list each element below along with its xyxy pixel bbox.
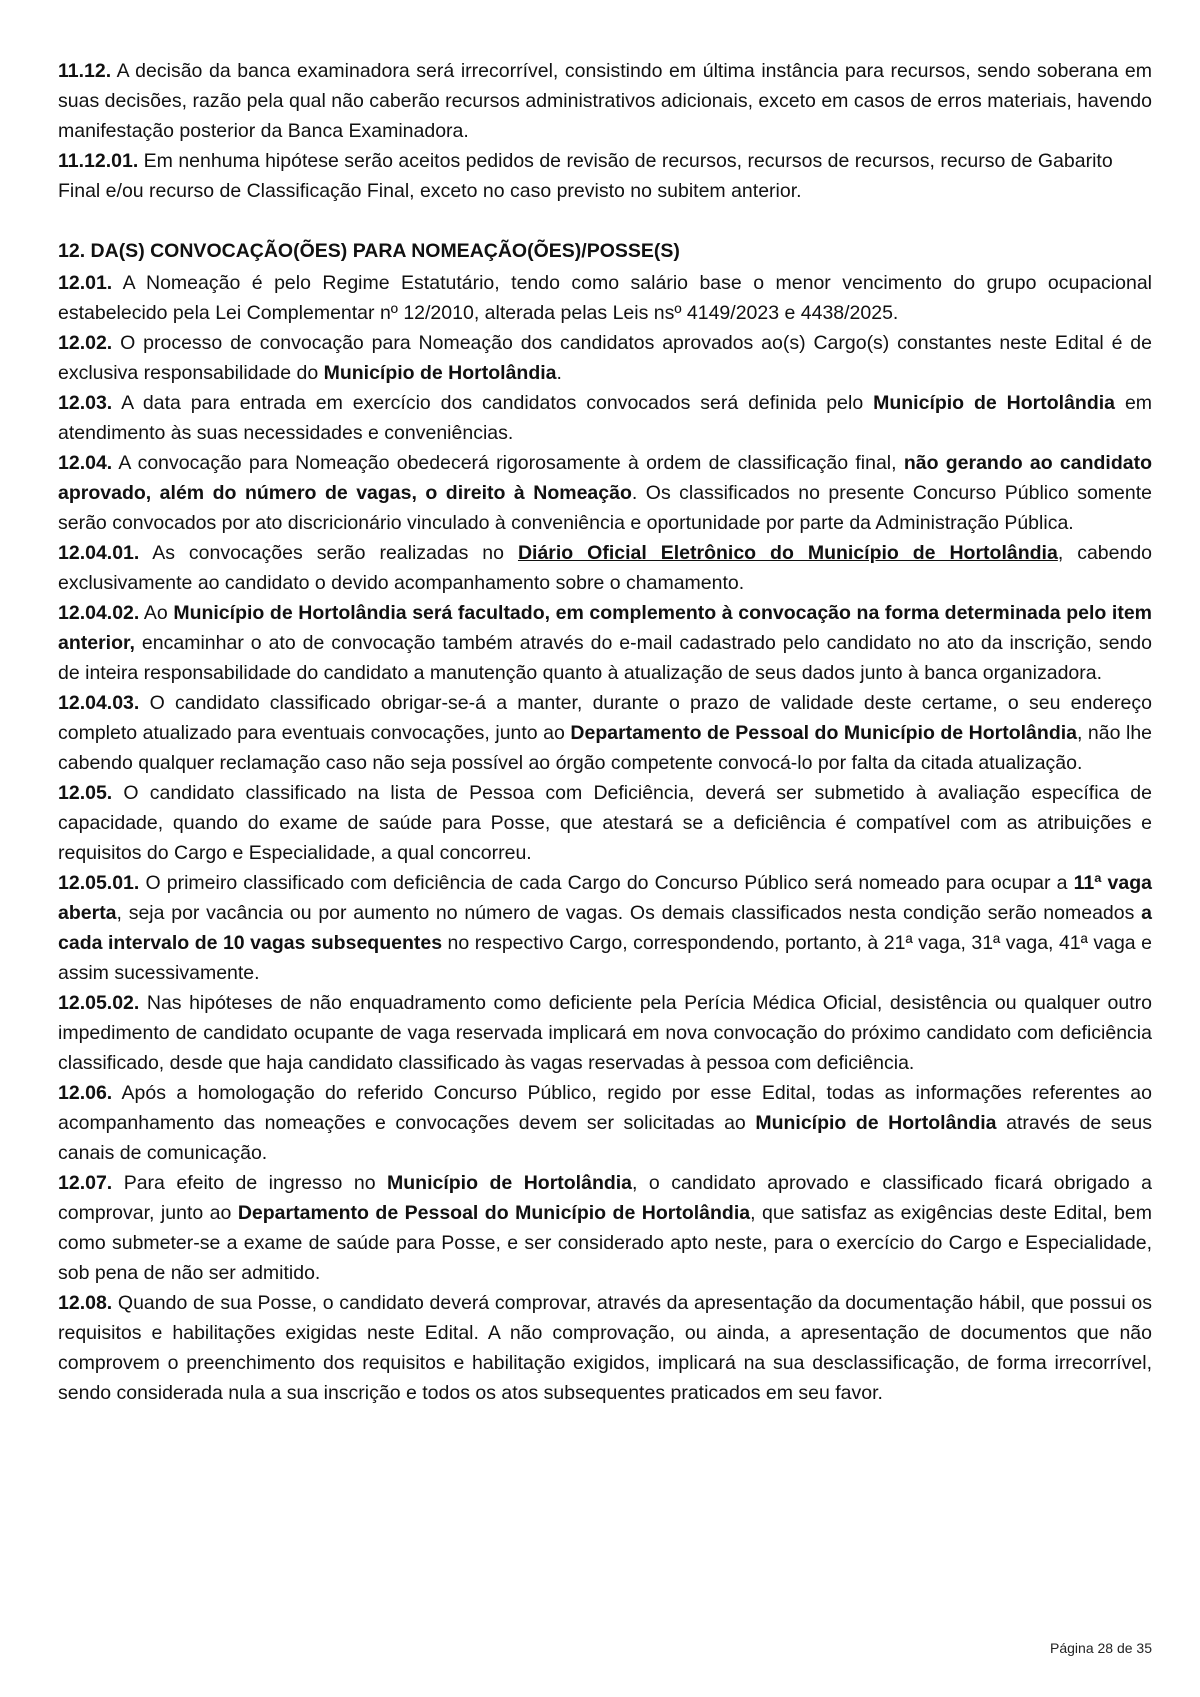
- paragraph-text: Nas hipóteses de não enquadramento como deficiente pela Perícia Médica Oficial, desistência ou qualquer outro impedimento de candidato ocupante de vaga reservada implicará em nova convocação do próximo candidato com deficiência classificado, desde que haja candidato classificado às vagas reservadas à pessoa com deficiência.: [58, 992, 1152, 1074]
- paragraph-text: As convocações serão realizadas no: [152, 542, 504, 564]
- emphasis-text: Departamento de Pessoal do Município de Hortolândia: [570, 722, 1077, 744]
- paragraph-12-04: [58, 448, 1152, 538]
- paragraph-text: , o candidato aprovado e classificado ficará obrigado a comprovar, junto ao: [58, 1172, 1152, 1224]
- paragraph-12-04-02: [58, 598, 1152, 688]
- emphasis-text: Município de Hortolândia: [323, 362, 557, 384]
- official-gazette-reference: Diário Oficial Eletrônico do Município de Hortolândia: [517, 542, 1058, 564]
- paragraph-text: no respectivo Cargo, correspondendo, portanto, à 21ª vaga, 31ª vaga, 41ª vaga e assim sucessivamente.: [58, 932, 1152, 984]
- item-number: 12.06.: [58, 1082, 113, 1104]
- item-number: 12.05.01.: [58, 872, 140, 894]
- item-number: 12.03.: [58, 392, 113, 414]
- paragraph-text: Em nenhuma hipótese serão aceitos pedidos de revisão de recursos, recursos de recursos, recurso de Gabarito Final e/ou recurso de Classificação Final, exceto no caso previsto no subitem anterior.: [58, 150, 1113, 202]
- paragraph-text: , não lhe cabendo qualquer reclamação caso não seja possível ao órgão competente convocá-lo por falta da citada atualização.: [58, 722, 1153, 774]
- paragraph-text: , seja por vacância ou por aumento no número de vagas. Os demais classificados nesta condição serão nomeados: [116, 902, 1135, 924]
- emphasis-text: Município de Hortolândia: [873, 392, 1116, 414]
- paragraph-12-01: [58, 268, 1152, 328]
- emphasis-text: Departamento de Pessoal do Município de Hortolândia: [237, 1202, 751, 1224]
- paragraph-text: Para efeito de ingresso no: [123, 1172, 376, 1194]
- paragraph-text: O primeiro classificado com deficiência de cada Cargo do Concurso Público será nomeado para ocupar a: [145, 872, 1068, 894]
- paragraph-text: .: [556, 362, 562, 384]
- emphasis-text: Município de Hortolândia: [387, 1172, 633, 1194]
- paragraph-text: em atendimento às suas necessidades e conveniências.: [58, 392, 1153, 444]
- paragraph-12-07: [58, 1168, 1152, 1288]
- emphasis-text: a cada intervalo de 10 vagas subsequentes: [58, 902, 1152, 954]
- paragraph-12-06: [58, 1078, 1152, 1168]
- item-number: 12.01.: [58, 272, 113, 294]
- section-title: 12. DA(S) CONVOCAÇÃO(ÕES) PARA NOMEAÇÃO(ÕES)/POSSE(S): [58, 240, 680, 262]
- paragraph-text: . Os classificados no presente Concurso Público somente serão convocados por ato discricionário vinculado à conveniência e oportunidade por parte da Administração Pública.: [58, 482, 1152, 534]
- paragraph-11-12: [58, 56, 1152, 146]
- paragraph-12-03: [58, 388, 1152, 448]
- item-number: 12.08.: [58, 1292, 113, 1314]
- item-number: 12.04.: [58, 452, 113, 474]
- paragraph-text: através de seus canais de comunicação.: [58, 1112, 1153, 1164]
- paragraph-text: encaminhar o ato de convocação também através do e-mail cadastrado pelo candidato no ato da inscrição, sendo de inteira responsabilidade do candidato a manutenção quanto à atualização de seus dados junto à banca organizadora.: [58, 632, 1152, 684]
- paragraph-text: O candidato classificado na lista de Pessoa com Deficiência, deverá ser submetido à avaliação específica de capacidade, quando do exame de saúde para Posse, que atestará se a deficiência é compatível com as atribuições e requisitos do Cargo e Especialidade, a qual concorreu.: [58, 782, 1152, 864]
- paragraph-12-04-03: [58, 688, 1152, 778]
- paragraph-12-05: [58, 778, 1152, 868]
- item-number: 12.07.: [58, 1172, 113, 1194]
- paragraph-12-04-01: [58, 538, 1152, 598]
- paragraph-12-02: [58, 328, 1152, 388]
- paragraph-12-05-02: [58, 988, 1152, 1078]
- paragraph-text: A Nomeação é pelo Regime Estatutário, tendo como salário base o menor vencimento do grupo ocupacional estabelecido pela Lei Complementar nº 12/2010, alterada pelas Leis nsº 4149/2023 e 4438/2025.: [58, 272, 1152, 324]
- paragraph-text: O processo de convocação para Nomeação dos candidatos aprovados ao(s) Cargo(s) constantes neste Edital é de exclusiva responsabilidade do: [58, 332, 1152, 384]
- item-number: 12.02.: [58, 332, 113, 354]
- item-number: 12.04.01.: [58, 542, 140, 564]
- emphasis-text: Município de Hortolândia: [755, 1112, 997, 1134]
- emphasis-text: não gerando ao candidato aprovado, além do número de vagas, o direito à Nomeação: [58, 452, 1152, 504]
- item-number: 12.04.02.: [58, 602, 140, 624]
- paragraph-text: A convocação para Nomeação obedecerá rigorosamente à ordem de classificação final,: [118, 452, 897, 474]
- item-number: 11.12.: [58, 60, 112, 82]
- item-number: 12.05.02.: [58, 992, 140, 1014]
- paragraph-text: O candidato classificado obrigar-se-á a manter, durante o prazo de validade deste certame, o seu endereço completo atualizado para eventuais convocações, junto ao: [58, 692, 1152, 744]
- paragraph-text: , cabendo exclusivamente ao candidato o devido acompanhamento sobre o chamamento.: [58, 542, 1153, 594]
- paragraph-12-08: [58, 1288, 1152, 1408]
- item-number: 11.12.01.: [58, 150, 139, 172]
- emphasis-text: Município de Hortolândia será facultado, em complemento à convocação na forma determinada pelo item anterior,: [58, 602, 1153, 654]
- paragraph-11-12-01: [58, 146, 1152, 206]
- paragraph-text: , que satisfaz as exigências deste Edital, bem como submeter-se a exame de saúde para Posse, e ser considerado apto neste, para o exercício do Cargo e Especialidade, sob pena de não ser admitido.: [58, 1202, 1152, 1284]
- page-number-footer: Página 28 de 35: [1050, 1640, 1152, 1656]
- paragraph-text: A data para entrada em exercício dos candidatos convocados será definida pelo: [121, 392, 864, 414]
- emphasis-text: 11ª vaga aberta: [58, 872, 1153, 924]
- document-page: [58, 56, 1152, 1408]
- paragraph-text: Quando de sua Posse, o candidato deverá comprovar, através da apresentação da documentação hábil, que possui os requisitos e habilitações exigidas neste Edital. A não comprovação, ou ainda, a apresentação de documentos que não comprovem o preenchimento dos requisitos e habilitação exigidos, implicará na sua desclassificação, de forma irrecorrível, sendo considerada nula a sua inscrição e todos os atos subsequentes praticados em seu favor.: [58, 1292, 1152, 1404]
- item-number: 12.05.: [58, 782, 113, 804]
- paragraph-text: Após a homologação do referido Concurso Público, regido por esse Edital, todas as informações referentes ao acompanhamento das nomeações e convocações devem ser solicitadas ao: [58, 1082, 1152, 1134]
- paragraph-text: Ao: [143, 602, 168, 624]
- paragraph-12-05-01: [58, 868, 1152, 988]
- item-number: 12.04.03.: [58, 692, 140, 714]
- paragraph-text: A decisão da banca examinadora será irrecorrível, consistindo em última instância para recursos, sendo soberana em suas decisões, razão pela qual não caberão recursos administrativos adicionais, exceto em casos de erros materiais, havendo manifestação posterior da Banca Examinadora.: [58, 60, 1152, 142]
